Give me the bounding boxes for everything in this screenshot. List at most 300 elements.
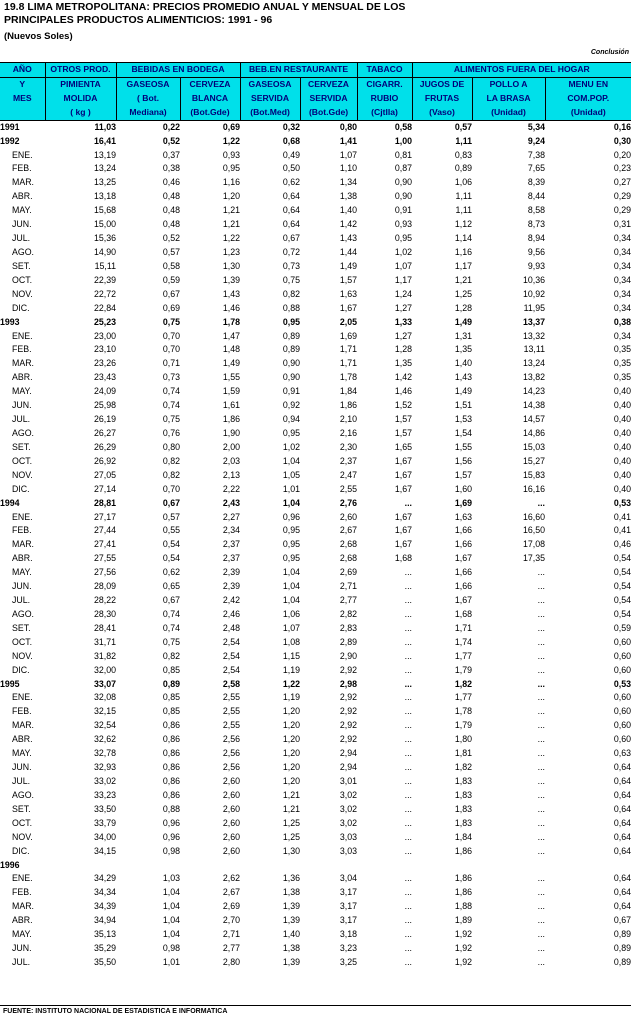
value-cell: 0,34 <box>613 288 631 299</box>
value-cell: 15,03 <box>523 441 546 452</box>
column-header-cell: FRUTAS <box>412 92 472 106</box>
value-cell: 0,64 <box>613 831 631 842</box>
month-label: JUL. <box>12 414 31 425</box>
column-header-cell: ( kg ) <box>45 106 116 120</box>
value-cell: 1,53 <box>454 414 473 425</box>
value-cell: 0,74 <box>162 386 180 397</box>
value-cell: 2,83 <box>339 622 358 633</box>
value-cell: 2,80 <box>222 957 241 967</box>
value-cell: 2,37 <box>222 553 241 564</box>
value-cell: 2,56 <box>222 748 241 759</box>
value-cell: 34,94 <box>93 915 116 926</box>
value-cell: 15,83 <box>523 469 546 480</box>
value-cell: 15,27 <box>523 455 546 466</box>
value-cell: 1,68 <box>454 608 473 619</box>
value-cell: ... <box>537 706 546 717</box>
value-cell: 2,60 <box>222 845 241 856</box>
month-row <box>0 483 631 497</box>
value-cell: 0,89 <box>282 344 301 355</box>
month-row <box>0 274 631 288</box>
value-cell: 1,77 <box>454 692 473 703</box>
value-cell: 1,21 <box>282 789 301 800</box>
value-cell: 13,11 <box>523 344 546 355</box>
value-cell: 2,55 <box>222 692 241 703</box>
value-cell: 1,04 <box>162 901 180 912</box>
value-cell: ... <box>404 943 413 954</box>
month-row <box>0 845 631 859</box>
value-cell: 10,36 <box>523 274 546 285</box>
value-cell: 0,34 <box>613 274 631 285</box>
value-cell: 0,20 <box>613 149 631 160</box>
column-header-cell: (Unidad) <box>472 106 545 120</box>
value-cell: 0,46 <box>162 177 180 188</box>
month-row <box>0 747 631 761</box>
value-cell: 0,54 <box>162 539 180 550</box>
value-cell: ... <box>537 845 546 856</box>
value-cell: 1,49 <box>339 260 358 271</box>
month-row <box>0 719 631 733</box>
value-cell: 2,48 <box>222 622 241 633</box>
value-cell: 28,41 <box>93 622 116 633</box>
value-cell: 23,26 <box>93 358 116 369</box>
value-cell: 2,71 <box>222 929 241 940</box>
value-cell: 1,20 <box>282 720 301 731</box>
month-row <box>0 399 631 413</box>
value-cell: 1,92 <box>454 943 473 954</box>
value-cell: 0,67 <box>162 595 180 606</box>
month-label: JUL. <box>12 233 31 244</box>
value-cell: 2,68 <box>339 539 358 550</box>
value-cell: 0,50 <box>282 163 301 174</box>
value-cell: 0,64 <box>282 205 301 216</box>
value-cell: 1,04 <box>162 915 180 926</box>
month-label: OCT. <box>12 274 33 285</box>
value-cell: 1,39 <box>282 957 301 967</box>
value-cell: 1,46 <box>222 302 241 313</box>
value-cell: 0,92 <box>282 400 301 411</box>
value-cell <box>357 859 412 873</box>
month-label: DIC. <box>12 302 30 313</box>
value-cell: 0,57 <box>162 511 180 522</box>
value-cell: ... <box>404 581 413 592</box>
value-cell: 2,69 <box>222 901 241 912</box>
value-cell: 1,83 <box>454 776 473 787</box>
value-cell: ... <box>537 595 546 606</box>
value-cell: 0,65 <box>162 581 180 592</box>
value-cell: 1,38 <box>282 943 301 954</box>
value-cell: 1,22 <box>282 678 301 689</box>
month-label: JUN. <box>12 219 32 230</box>
value-cell: 7,38 <box>527 149 546 160</box>
value-cell: 1,48 <box>222 344 241 355</box>
month-row <box>0 302 631 316</box>
value-cell: 0,76 <box>162 427 180 438</box>
value-cell: 1,86 <box>454 887 473 898</box>
value-cell: 0,40 <box>613 441 631 452</box>
year-row <box>0 497 631 511</box>
value-cell: ... <box>537 762 546 773</box>
value-cell: 0,62 <box>162 567 180 578</box>
value-cell: 0,95 <box>394 233 413 244</box>
value-cell: 1,23 <box>222 246 241 257</box>
column-header-cell: Mediana) <box>116 106 180 120</box>
value-cell: 0,59 <box>162 274 180 285</box>
value-cell: 1,60 <box>454 483 473 494</box>
month-row <box>0 691 631 705</box>
value-cell: 2,22 <box>222 483 241 494</box>
value-cell: 1,43 <box>339 233 358 244</box>
value-cell: 26,92 <box>93 455 116 466</box>
month-row <box>0 956 631 970</box>
value-cell: 0,54 <box>613 581 631 592</box>
value-cell: 0,94 <box>282 414 301 425</box>
value-cell: ... <box>404 622 413 633</box>
column-header-cell: LA BRASA <box>472 92 545 106</box>
value-cell: 32,62 <box>93 734 116 745</box>
value-cell: 2,54 <box>222 664 241 675</box>
value-cell: 8,58 <box>527 205 546 216</box>
value-cell: ... <box>404 957 413 967</box>
value-cell: 2,47 <box>339 469 358 480</box>
month-label: MAY. <box>12 748 32 759</box>
value-cell: 0,48 <box>162 205 180 216</box>
value-cell: 1,82 <box>454 762 473 773</box>
value-cell: 0,75 <box>162 316 180 327</box>
value-cell: ... <box>537 776 546 787</box>
value-cell: 0,55 <box>162 525 180 536</box>
month-row <box>0 664 631 678</box>
value-cell: 1,22 <box>222 233 241 244</box>
value-cell: 16,41 <box>93 135 116 146</box>
value-cell: 9,24 <box>527 135 546 146</box>
month-row <box>0 385 631 399</box>
value-cell: 10,92 <box>523 288 546 299</box>
value-cell: 0,34 <box>613 246 631 257</box>
value-cell: 8,94 <box>527 233 546 244</box>
value-cell: 0,49 <box>282 149 301 160</box>
month-row <box>0 705 631 719</box>
value-cell: 2,82 <box>339 608 358 619</box>
value-cell: 0,82 <box>162 455 180 466</box>
value-cell: 0,69 <box>222 121 241 132</box>
value-cell: 32,93 <box>93 762 116 773</box>
value-cell: 0,86 <box>162 748 180 759</box>
value-cell: 27,14 <box>93 483 116 494</box>
value-cell: 2,54 <box>222 650 241 661</box>
value-cell: 0,70 <box>162 483 180 494</box>
month-row <box>0 566 631 580</box>
value-cell: 1,05 <box>282 469 301 480</box>
value-cell: 1,07 <box>339 149 358 160</box>
value-cell: 3,03 <box>339 845 358 856</box>
value-cell: 0,85 <box>162 692 180 703</box>
value-cell: 1,63 <box>339 288 358 299</box>
value-cell: 0,93 <box>394 219 413 230</box>
value-cell: 1,02 <box>394 246 413 257</box>
value-cell: 2,92 <box>339 706 358 717</box>
value-cell: 2,98 <box>339 678 358 689</box>
column-header-cell: POLLO A <box>472 77 545 91</box>
year-row <box>0 135 631 149</box>
value-cell: ... <box>404 929 413 940</box>
column-header-cell: GASEOSA <box>116 77 180 91</box>
column-header-cell <box>0 106 45 120</box>
value-cell: 13,18 <box>93 191 116 202</box>
value-cell: 16,50 <box>523 525 546 536</box>
source-footer: FUENTE: INSTITUTO NACIONAL DE ESTADISTICA E INFORMATICA <box>3 1008 228 1015</box>
value-cell: 2,55 <box>222 706 241 717</box>
value-cell: ... <box>404 650 413 661</box>
month-label: ABR. <box>12 915 33 926</box>
column-header-cell: JUGOS DE <box>412 77 472 91</box>
value-cell: 1,04 <box>162 887 180 898</box>
value-cell: 0,64 <box>613 901 631 912</box>
value-cell: 1,42 <box>339 219 358 230</box>
value-cell: 8,39 <box>527 177 546 188</box>
value-cell: 0,95 <box>282 427 301 438</box>
value-cell: 1,17 <box>454 260 473 271</box>
value-cell: 2,16 <box>339 427 358 438</box>
value-cell: 1,40 <box>339 205 358 216</box>
month-row <box>0 817 631 831</box>
column-header-cell: CIGARR. <box>357 77 412 91</box>
value-cell: 5,34 <box>527 121 546 132</box>
value-cell: ... <box>404 734 413 745</box>
value-cell: 1,68 <box>394 553 413 564</box>
group-alimentos: ALIMENTOS FUERA DEL HOGAR <box>412 63 631 77</box>
value-cell: 3,18 <box>339 929 358 940</box>
month-row <box>0 622 631 636</box>
value-cell: 27,05 <box>93 469 116 480</box>
value-cell: 13,24 <box>523 358 546 369</box>
value-cell: 0,69 <box>162 302 180 313</box>
value-cell: 0,80 <box>162 441 180 452</box>
value-cell: 25,98 <box>93 400 116 411</box>
value-cell: 1,02 <box>282 441 301 452</box>
value-cell: 1,69 <box>339 330 358 341</box>
value-cell: 2,46 <box>222 608 241 619</box>
value-cell: 0,89 <box>454 163 473 174</box>
month-label: SET. <box>12 260 31 271</box>
month-label: ABR. <box>12 553 33 564</box>
value-cell: ... <box>404 706 413 717</box>
value-cell: 28,22 <box>93 595 116 606</box>
value-cell: 0,67 <box>613 915 631 926</box>
value-cell <box>545 859 631 873</box>
month-label: ABR. <box>12 372 33 383</box>
value-cell: 0,64 <box>613 887 631 898</box>
value-cell: 1,40 <box>282 929 301 940</box>
value-cell: 2,13 <box>222 469 241 480</box>
month-label: AGO. <box>12 608 34 619</box>
value-cell: ... <box>537 581 546 592</box>
value-cell: 2,56 <box>222 734 241 745</box>
month-label: AGO. <box>12 789 34 800</box>
month-row <box>0 928 631 942</box>
value-cell: ... <box>404 789 413 800</box>
value-cell: 0,48 <box>162 191 180 202</box>
column-header-cell: (Cjtlla) <box>357 106 412 120</box>
column-header-cell: BLANCA <box>180 92 240 106</box>
value-cell: 8,73 <box>527 219 546 230</box>
month-row <box>0 552 631 566</box>
value-cell: ... <box>404 762 413 773</box>
value-cell: 0,35 <box>613 372 631 383</box>
value-cell: ... <box>537 567 546 578</box>
month-row <box>0 650 631 664</box>
value-cell: ... <box>537 748 546 759</box>
value-cell: 0,54 <box>613 553 631 564</box>
month-row <box>0 594 631 608</box>
month-label: DIC. <box>12 845 30 856</box>
value-cell: 0,40 <box>613 455 631 466</box>
value-cell: 0,90 <box>282 372 301 383</box>
value-cell: 0,38 <box>162 163 180 174</box>
value-cell: 0,30 <box>613 135 631 146</box>
value-cell: 1,04 <box>282 455 301 466</box>
column-header-cell: PIMIENTA <box>45 77 116 91</box>
value-cell: 0,34 <box>613 330 631 341</box>
value-cell: 0,64 <box>613 762 631 773</box>
value-cell: 0,71 <box>162 358 180 369</box>
value-cell: 0,95 <box>282 316 301 327</box>
value-cell: 28,81 <box>93 497 116 508</box>
month-row <box>0 246 631 260</box>
value-cell: 1,49 <box>222 358 241 369</box>
value-cell: 0,82 <box>162 469 180 480</box>
value-cell: 14,38 <box>523 400 546 411</box>
title-line-2: PRINCIPALES PRODUCTOS ALIMENTICIOS: 1991 - 96 <box>4 14 273 26</box>
value-cell: 0,16 <box>613 121 631 132</box>
value-cell: 3,17 <box>339 901 358 912</box>
value-cell: 1,07 <box>394 260 413 271</box>
value-cell: 13,82 <box>523 372 546 383</box>
value-cell: 1,30 <box>222 260 241 271</box>
value-cell: 33,50 <box>93 803 116 814</box>
value-cell: 9,56 <box>527 246 546 257</box>
value-cell: 1,25 <box>282 817 301 828</box>
month-label: MAY. <box>12 386 32 397</box>
value-cell: 1,35 <box>394 358 413 369</box>
value-cell: ... <box>404 776 413 787</box>
column-header-cell: MES <box>0 92 45 106</box>
value-cell: 0,48 <box>162 219 180 230</box>
value-cell: ... <box>404 831 413 842</box>
value-cell: 2,76 <box>339 497 358 508</box>
value-cell: 32,00 <box>93 664 116 675</box>
month-row <box>0 176 631 190</box>
value-cell: 2,39 <box>222 567 241 578</box>
value-cell: 1,31 <box>454 330 473 341</box>
value-cell: 22,39 <box>93 274 116 285</box>
value-cell: 0,80 <box>339 121 358 132</box>
value-cell: 1,67 <box>339 302 358 313</box>
value-cell: 1,19 <box>282 664 301 675</box>
value-cell: 13,25 <box>93 177 116 188</box>
value-cell: 1,71 <box>454 622 473 633</box>
value-cell: 34,29 <box>93 873 116 884</box>
month-row <box>0 761 631 775</box>
value-cell: 8,44 <box>527 191 546 202</box>
month-row <box>0 511 631 525</box>
value-cell: 0,64 <box>282 191 301 202</box>
value-cell: 0,60 <box>613 636 631 647</box>
value-cell: 1,67 <box>394 511 413 522</box>
value-cell: 0,95 <box>222 163 241 174</box>
value-cell: 0,32 <box>282 121 301 132</box>
year-row <box>0 859 631 873</box>
value-cell: 0,60 <box>613 706 631 717</box>
value-cell: ... <box>404 845 413 856</box>
value-cell: 1,08 <box>282 636 301 647</box>
value-cell: 0,95 <box>282 553 301 564</box>
value-cell: 0,53 <box>613 678 631 689</box>
column-header-cell: (Bot.Med) <box>240 106 300 120</box>
value-cell: 0,75 <box>162 636 180 647</box>
value-cell: 1,35 <box>454 344 473 355</box>
value-cell: 2,00 <box>222 441 241 452</box>
value-cell: 1,79 <box>454 720 473 731</box>
value-cell: 32,15 <box>93 706 116 717</box>
month-label: OCT. <box>12 817 33 828</box>
month-label: AGO. <box>12 246 34 257</box>
value-cell: ... <box>404 803 413 814</box>
value-cell: 1,24 <box>394 288 413 299</box>
year-label: 1995 <box>0 678 20 689</box>
month-label: SET. <box>12 441 31 452</box>
value-cell: 1,79 <box>454 664 473 675</box>
value-cell: 34,15 <box>93 845 116 856</box>
value-cell: 2,92 <box>339 734 358 745</box>
value-cell: 1,39 <box>282 915 301 926</box>
value-cell: 0,67 <box>162 497 180 508</box>
month-row <box>0 260 631 274</box>
value-cell: 2,05 <box>339 316 358 327</box>
value-cell: ... <box>537 943 546 954</box>
value-cell: 2,54 <box>222 636 241 647</box>
value-cell: 0,59 <box>613 622 631 633</box>
value-cell: 1,63 <box>454 511 473 522</box>
column-header-cell: (Bot.Gde) <box>180 106 240 120</box>
value-cell: ... <box>404 678 413 689</box>
value-cell: 0,70 <box>162 330 180 341</box>
value-cell: 1,20 <box>282 706 301 717</box>
value-cell: 1,43 <box>222 288 241 299</box>
value-cell: 16,16 <box>523 483 546 494</box>
value-cell: 0,67 <box>282 233 301 244</box>
value-cell: 0,91 <box>394 205 413 216</box>
column-header-cell: MENU EN <box>545 77 631 91</box>
value-cell: 1,20 <box>282 762 301 773</box>
month-label: ABR. <box>12 191 33 202</box>
value-cell: 1,04 <box>162 929 180 940</box>
value-cell: 2,69 <box>339 567 358 578</box>
value-cell: 1,65 <box>394 441 413 452</box>
value-cell: 1,46 <box>394 386 413 397</box>
month-label: FEB. <box>12 344 32 355</box>
value-cell: 0,91 <box>282 386 301 397</box>
column-header-cell: SERVIDA <box>300 92 357 106</box>
value-cell: 0,89 <box>613 943 631 954</box>
value-cell: ... <box>404 636 413 647</box>
value-cell: 0,64 <box>613 817 631 828</box>
value-cell: 3,17 <box>339 887 358 898</box>
value-cell: 1,78 <box>222 316 241 327</box>
value-cell: 2,67 <box>339 525 358 536</box>
value-cell: 2,10 <box>339 414 358 425</box>
value-cell: 2,89 <box>339 636 358 647</box>
value-cell: 0,68 <box>282 135 301 146</box>
